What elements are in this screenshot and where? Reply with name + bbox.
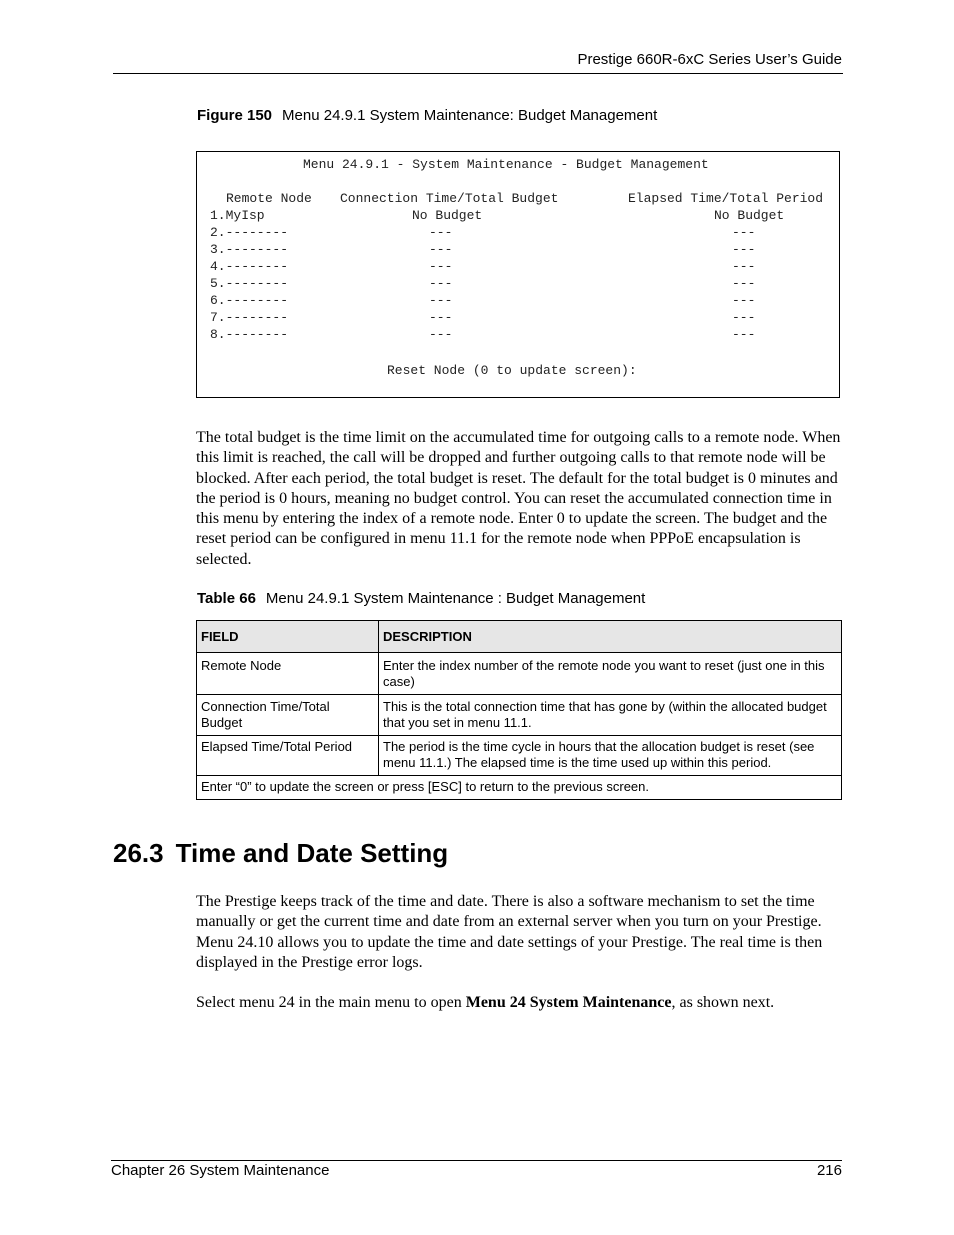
section-heading — [113, 838, 448, 869]
table-cell-description: Enter the index number of the remote node you want to reset (just one in this case) — [379, 653, 842, 695]
footer-page-number: 216 — [816, 1162, 842, 1179]
terminal-col-connection-time: Connection Time/Total Budget — [340, 191, 559, 206]
terminal-node-6: 6.-------- — [210, 293, 289, 308]
table-cell-description: This is the total connection time that has gone by (within the allocated budget that you set in menu 11.1. — [379, 695, 842, 736]
terminal-node-2: 2.-------- — [210, 225, 289, 240]
terminal-conn-4: --- — [429, 259, 453, 274]
table-cell-field: Elapsed Time/Total Period — [197, 736, 379, 776]
table-title: Menu 24.9.1 System Maintenance : Budget Management — [265, 590, 646, 607]
table-footer-note: Enter “0” to update the screen or press [ESC] to return to the previous screen. — [197, 776, 842, 800]
terminal-elapsed-7: --- — [732, 310, 756, 325]
select-menu-text-start: Select menu 24 in the main menu to open — [196, 994, 466, 1011]
terminal-conn-3: --- — [429, 242, 453, 257]
terminal-elapsed-1: No Budget — [714, 208, 785, 223]
terminal-elapsed-8: --- — [732, 327, 756, 342]
section-number: 26.3 — [113, 838, 164, 868]
figure-title: Menu 24.9.1 System Maintenance: Budget Management — [282, 107, 658, 124]
terminal-title: Menu 24.9.1 - System Maintenance - Budget Management — [303, 157, 709, 172]
field-description-table — [196, 620, 842, 800]
terminal-node-7: 7.-------- — [210, 310, 289, 325]
terminal-conn-8: --- — [429, 327, 453, 342]
terminal-reset-prompt: Reset Node (0 to update screen): — [387, 363, 637, 378]
table-header-description: DESCRIPTION — [379, 621, 842, 653]
table-row — [197, 695, 842, 736]
running-header-title: Prestige 660R-6xC Series User’s Guide — [577, 51, 842, 68]
terminal-node-8: 8.-------- — [210, 327, 289, 342]
footer-rule — [111, 1160, 842, 1161]
terminal-elapsed-6: --- — [732, 293, 756, 308]
table-header-field: FIELD — [197, 621, 379, 653]
terminal-conn-1: No Budget — [412, 208, 483, 223]
table-header-row — [197, 621, 842, 653]
terminal-elapsed-4: --- — [732, 259, 756, 274]
table-row — [197, 653, 842, 695]
select-menu-text-end: , as shown next. — [671, 994, 775, 1011]
table-row — [197, 736, 842, 776]
terminal-node-1: 1.MyIsp — [210, 208, 265, 223]
terminal-screen — [196, 151, 840, 398]
table-cell-field: Remote Node — [197, 653, 379, 695]
menu-24-link-text: Menu 24 System Maintenance — [465, 994, 672, 1011]
table-cell-field: Connection Time/Total Budget — [197, 695, 379, 736]
terminal-conn-7: --- — [429, 310, 453, 325]
table-label: Table 66 — [197, 590, 256, 607]
terminal-conn-6: --- — [429, 293, 453, 308]
terminal-conn-5: --- — [429, 276, 453, 291]
section-title: Time and Date Setting — [175, 838, 449, 868]
budget-description-paragraph: The total budget is the time limit on the accumulated time for outgoing calls to a remote node. When this limit is reached, the call will be dropped and further outgoing calls to that remote node will be blocked. After each period, the total budget is reset. The default for the total budget is 0 minutes and the period is 0 hours, meaning no budget control. You can reset the accumulated connection time in this menu by entering the index of a remote node. Enter 0 to update the screen. The budget and the reset period can be configured in menu 11.1 for the remote node when PPPoE encapsulation is selected. — [196, 429, 841, 568]
terminal-col-elapsed-time: Elapsed Time/Total Period — [628, 191, 824, 206]
footer-chapter: Chapter 26 System Maintenance — [111, 1162, 330, 1179]
terminal-elapsed-2: --- — [732, 225, 756, 240]
table-caption — [197, 590, 645, 607]
time-date-paragraph: The Prestige keeps track of the time and date. There is also a software mechanism to set the time manually or get the current time and date from an external server when you turn on your Prestige. Menu 24.10 allows you to update the time and date settings of your Prestige. The real time is then displayed in the Prestige error logs. — [196, 893, 823, 971]
terminal-node-3: 3.-------- — [210, 242, 289, 257]
header-rule — [113, 73, 843, 74]
figure-label: Figure 150 — [197, 107, 273, 124]
terminal-col-remote-node: Remote Node — [226, 191, 312, 206]
terminal-node-4: 4.-------- — [210, 259, 289, 274]
figure-caption — [197, 107, 657, 124]
select-menu-paragraph — [196, 993, 844, 1013]
terminal-elapsed-3: --- — [732, 242, 756, 257]
terminal-conn-2: --- — [429, 225, 453, 240]
terminal-node-5: 5.-------- — [210, 276, 289, 291]
table-cell-description: The period is the time cycle in hours that the allocation budget is reset (see menu 11.1.) The elapsed time is the time used up within this period. — [379, 736, 842, 776]
terminal-elapsed-5: --- — [732, 276, 756, 291]
table-footer-row — [197, 776, 842, 800]
